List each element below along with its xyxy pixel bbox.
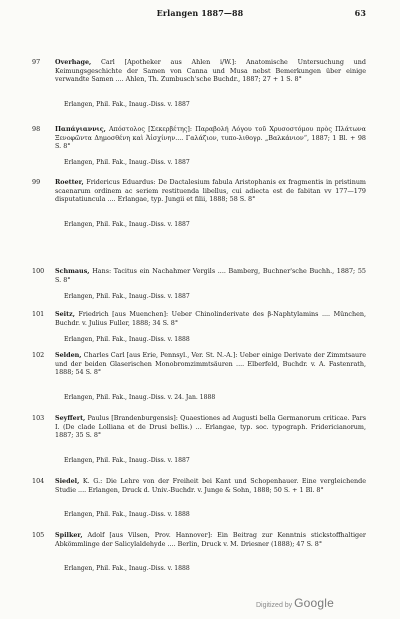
entry-text bbox=[55, 414, 366, 440]
digitized-watermark bbox=[256, 596, 334, 610]
entry-number: 101 bbox=[32, 310, 45, 318]
entry-dissertation: Erlangen, Phil. Fak., Inaug.-Diss. v. 1888 bbox=[64, 565, 190, 572]
entry-text bbox=[55, 58, 366, 84]
entry-author: Roetter, bbox=[55, 178, 84, 186]
entry-body: Hans: Tacitus ein Nachahmer Vergils .... Bamberg, Buchner'sche Buchh., 1887; 55 S. 8° bbox=[55, 267, 366, 284]
entry-dissertation: Erlangen, Phil. Fak., Inaug.-Diss. v. 1888 bbox=[64, 336, 190, 343]
entry-author: Παπάγιαννις, bbox=[55, 125, 106, 133]
entry-number: 102 bbox=[32, 351, 45, 359]
entry-text bbox=[55, 125, 366, 151]
running-title: Erlangen 1887—88 bbox=[156, 8, 244, 18]
entry-number: 104 bbox=[32, 477, 45, 485]
entry-dissertation: Erlangen, Phil. Fak., Inaug.-Diss. v. 1887 bbox=[64, 457, 190, 464]
entry-number: 99 bbox=[32, 178, 41, 186]
google-logo: Google bbox=[294, 596, 335, 610]
entry-number: 100 bbox=[32, 267, 45, 275]
entry-text bbox=[55, 531, 366, 548]
entry-author: Selden, bbox=[55, 351, 82, 359]
entry-author: Spilker, bbox=[55, 531, 83, 539]
entry-body: Adolf [aus Vilsen, Prov. Hannover]: Ein Beitrag zur Kenntnis stickstoffhaltiger Abkömmlinge der Salicylaldehyde .... Berlin, Druck v. M. Driesner (1888); 47 S. 8° bbox=[55, 531, 366, 548]
entry-dissertation: Erlangen, Phil. Fak., Inaug.-Diss. v. 1887 bbox=[64, 221, 190, 228]
entry-body: Charles Carl [aus Erie, Pennsyl., Ver. St. N.-A.]: Ueber einige Derivate der Zimmtsaure und der beiden Glaserischen Monobromzimmtsäuren .... Elberfeld, Buchdr. v. A. Fastenrath, 1888; 54 S. 8° bbox=[55, 351, 366, 377]
entry-dissertation: Erlangen, Phil. Fak., Inaug.-Diss. v. 24. Jan. 1888 bbox=[64, 394, 216, 401]
entry-number: 105 bbox=[32, 531, 45, 539]
entry-text bbox=[55, 267, 366, 284]
page-number: 63 bbox=[354, 8, 366, 18]
entry-author: Seitz, bbox=[55, 310, 75, 318]
entry-body: Friedrich [aus Muenchen]: Ueber Chinolinderivate des β-Naphtylamins .... München, Buchdr. v. Julius Fuller, 1888; 34 S. 8° bbox=[55, 310, 366, 327]
entry-body: K. G.: Die Lehre von der Freiheit bei Kant und Schopenhauer. Eine vergleichende Studie .... Erlangen, Druck d. Univ.-Buchdr. v. Junge & Sohn, 1888; 50 S. + 1 Bl. 8° bbox=[55, 477, 366, 494]
entry-number: 97 bbox=[32, 58, 41, 66]
entry-dissertation: Erlangen, Phil. Fak., Inaug.-Diss. v. 1888 bbox=[64, 511, 190, 518]
entry-body: Carl [Apotheker aus Ahlen i/W.]: Anatomische Untersuchung und Keimungsgeschichte der Samen von Canna und Musa nebst Bemerkungen über einige verwandte Samen .... Ahlen, Th. Zumbusch'sche Buchdr., 1887; 27 + 1 S. 8° bbox=[55, 58, 366, 84]
entry-dissertation: Erlangen, Phil. Fak., Inaug.-Diss. v. 1887 bbox=[64, 101, 190, 108]
entry-number: 103 bbox=[32, 414, 45, 422]
entry-dissertation: Erlangen, Phil. Fak., Inaug.-Diss. v. 1887 bbox=[64, 159, 190, 166]
page-header bbox=[34, 8, 366, 22]
entry-dissertation: Erlangen, Phil. Fak., Inaug.-Diss. v. 1887 bbox=[64, 293, 190, 300]
entry-author: Seyffert, bbox=[55, 414, 86, 422]
entry-number: 98 bbox=[32, 125, 41, 133]
entry-text bbox=[55, 477, 366, 494]
entry-text bbox=[55, 351, 366, 377]
entry-author: Siedel, bbox=[55, 477, 80, 485]
entry-body: Fridericus Eduardus: De Dactalesium fabula Aristophanis ex fragmentis in pristinum scaenarum ordinem ac seriem restituenda libellus, cui adiecta est de fabitan vv 177—179 disputatiuncula .... Erlangae, typ. Jungii et filii, 1888; 58 S. 8° bbox=[55, 178, 366, 204]
watermark-prefix: Digitized by bbox=[256, 602, 293, 609]
entry-text bbox=[55, 310, 366, 327]
entry-body: Απόστολος [Σεκερβέτης]: Παραβολή Λόγου τοῦ Χρυσοστόμου πρὸς Πλάτωνα Ξενοφῶντα Δημοσθένη καὶ Ἀἰσχίνην.... Γαλάζιον, τυπο-λιθογρ. „Βαλκάνιον“, 1887; 1 Bl. + 98 S. 8° bbox=[55, 125, 366, 151]
entry-author: Schmaus, bbox=[55, 267, 90, 275]
entry-body: Paulus [Brandenburgensis]: Quaestiones ad Augusti bella Germanorum criticae. Pars I. (De clade Lolliana et de Drusi bellis.) ... Erlangae, typ. soc. typograph. Fridericianorum, 1887; 35 S. 8° bbox=[55, 414, 366, 440]
entry-text bbox=[55, 178, 366, 204]
entry-author: Overhage, bbox=[55, 58, 92, 66]
